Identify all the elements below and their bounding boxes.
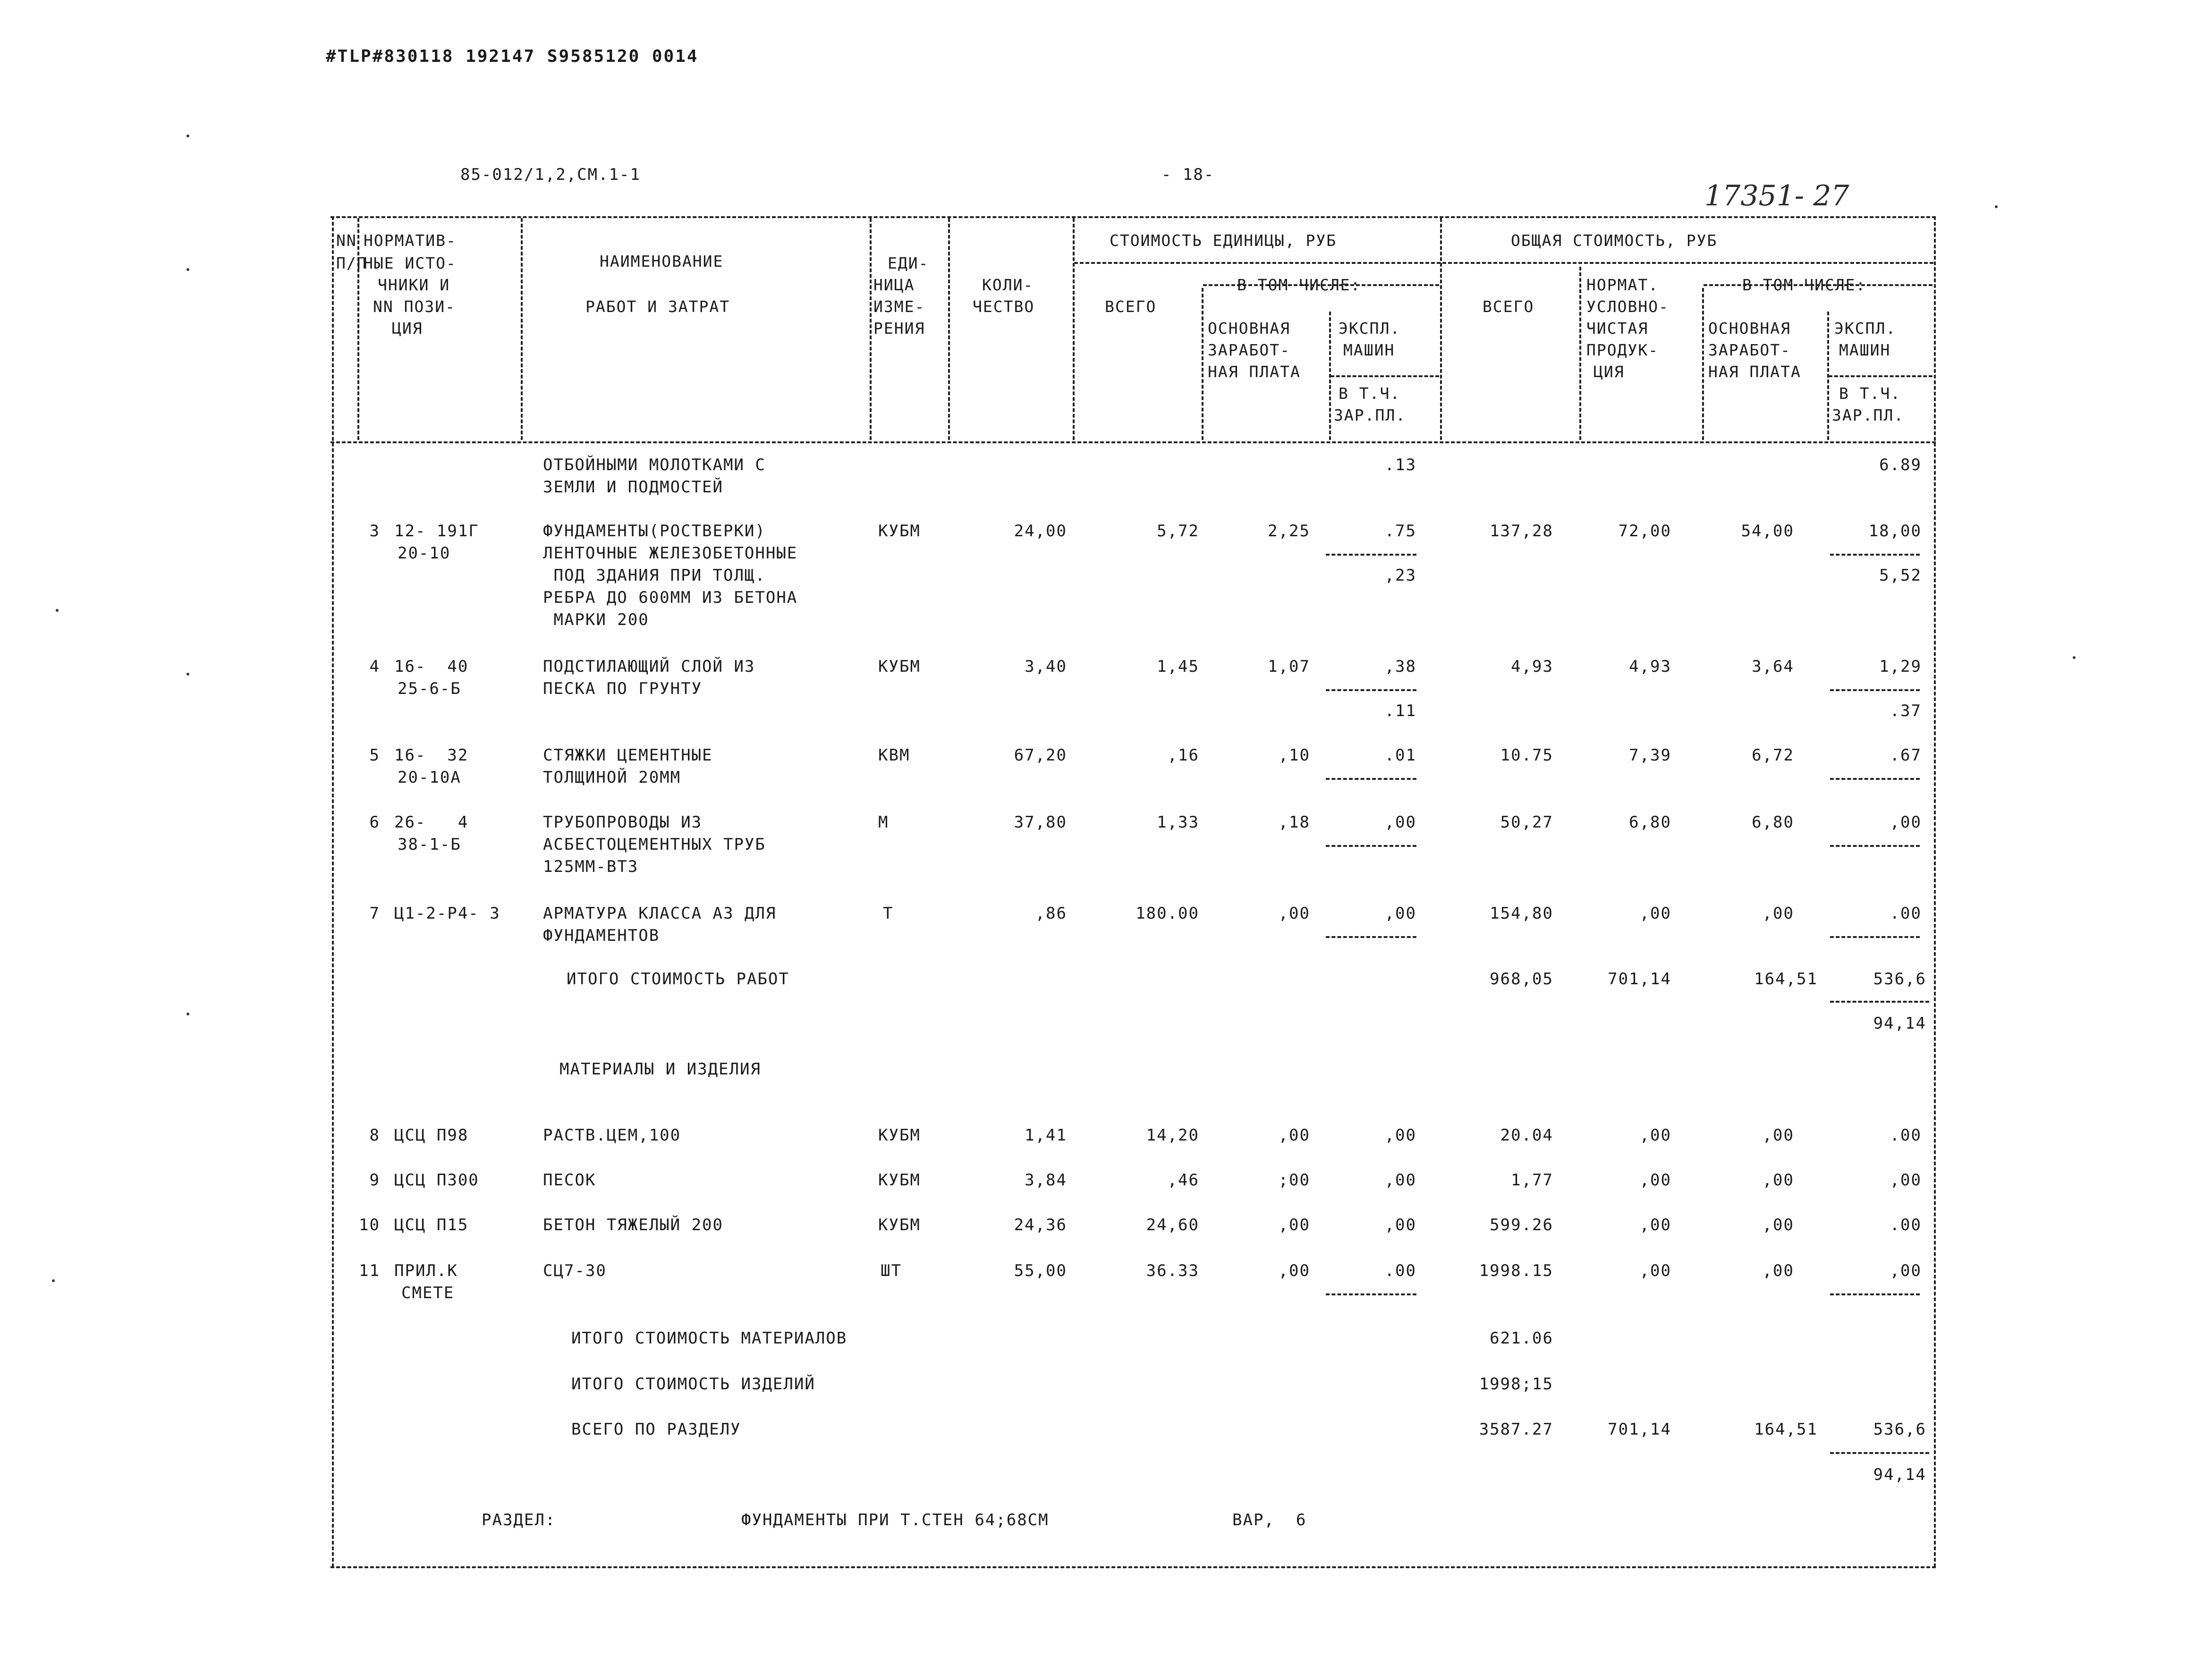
- col-sep-3: [870, 218, 872, 440]
- row-total-wage: ,00: [1762, 1216, 1794, 1234]
- works-total-expl-wage: 94,14: [1873, 1014, 1926, 1033]
- row-divider-dash: [1326, 689, 1416, 691]
- row-total-expl: .00: [1890, 904, 1922, 923]
- row-qty: 24,00: [1014, 522, 1067, 541]
- row-divider-dash: [1830, 1293, 1920, 1295]
- section-total-norm: 701,14: [1608, 1420, 1671, 1439]
- row-name: СЦ7-30: [543, 1261, 607, 1280]
- row-total-wage: 6,80: [1752, 813, 1794, 832]
- page-number: - 18-: [1161, 165, 1215, 184]
- row-name-line: АСБЕСТОЦЕМЕНТНЫХ ТРУБ: [543, 835, 766, 854]
- row-unit-wage: 1,07: [1268, 657, 1310, 676]
- works-total-label: ИТОГО СТОИМОСТЬ РАБОТ: [567, 970, 789, 989]
- row-total-expl: .00: [1890, 1126, 1922, 1145]
- header-unit-1: ЕДИ-: [888, 254, 929, 272]
- table-top-border: [331, 216, 1936, 218]
- scan-speck: [186, 673, 189, 676]
- row-unit: Т: [883, 904, 894, 923]
- row-total-expl: .67: [1890, 746, 1922, 765]
- row-divider-dash: [1830, 554, 1920, 556]
- works-total-wage: 164,51: [1754, 970, 1818, 989]
- col-sep-5: [1073, 218, 1075, 440]
- row-unit: КУБМ: [878, 1171, 921, 1190]
- row-code-line: ПРИЛ.К: [394, 1261, 458, 1280]
- row-total-norm: 6,80: [1629, 813, 1671, 832]
- header-norm-2: УСЛОВНО-: [1586, 297, 1669, 316]
- row-code-line: 12- 191Г: [394, 522, 479, 541]
- row-qty: 3,40: [1025, 657, 1067, 676]
- section-name: ФУНДАМЕНТЫ ПРИ Т.СТЕН 64;68СМ: [741, 1511, 1049, 1529]
- row-divider-dash: [1830, 778, 1920, 780]
- works-total-norm: 701,14: [1608, 970, 1671, 989]
- header-nn-2: П/П: [336, 254, 367, 272]
- row-name-line: МАРКИ 200: [543, 610, 649, 629]
- row-unit-wage: ,18: [1278, 813, 1310, 832]
- row-total-wage: ,00: [1762, 904, 1794, 923]
- row-total-wage: 3,64: [1752, 657, 1794, 676]
- materials-total-value: 621.06: [1490, 1329, 1553, 1348]
- header-qty-2: ЧЕСТВО: [973, 297, 1035, 316]
- row-unit: КУБМ: [878, 522, 921, 541]
- row-unit-total: 14,20: [1146, 1126, 1199, 1145]
- row-code-line: ЦСЦ П300: [394, 1171, 479, 1190]
- row-total: 1,77: [1511, 1171, 1553, 1190]
- row-unit-wage: ,00: [1278, 1216, 1310, 1234]
- row-total-norm: ,00: [1639, 904, 1671, 923]
- scan-speck: [186, 268, 189, 271]
- row-total-wage: 6,72: [1752, 746, 1794, 765]
- row-code-line: 16- 32: [394, 746, 469, 765]
- header-norm-1: НОРМАТ.: [1586, 276, 1659, 294]
- header-norm-source-2: НЫЕ ИСТО-: [364, 254, 457, 272]
- row-name-line: СТЯЖКИ ЦЕМЕНТНЫЕ: [543, 746, 713, 765]
- row-name: ПЕСОК: [543, 1171, 596, 1190]
- row-unit-expl: .01: [1384, 746, 1416, 765]
- row-number: 3: [369, 522, 380, 541]
- row-unit-expl: ,00: [1384, 1171, 1416, 1190]
- row-divider-dash: [1326, 845, 1416, 847]
- row-unit-total: 24,60: [1146, 1216, 1199, 1234]
- row-name-line: ТРУБОПРОВОДЫ ИЗ: [543, 813, 703, 832]
- row-qty: 67,20: [1014, 746, 1067, 765]
- header-total-wage-2: ЗАРАБОТ-: [1708, 341, 1791, 359]
- header-line-total-expl: [1829, 375, 1932, 377]
- row-total: 154,80: [1490, 904, 1553, 923]
- row-unit: КУБМ: [878, 1216, 921, 1234]
- handwritten-number: 17351- 27: [1704, 179, 1849, 212]
- items-total-label: ИТОГО СТОИМОСТЬ ИЗДЕЛИЙ: [571, 1375, 815, 1394]
- row-total-norm: ,00: [1639, 1216, 1671, 1234]
- row-total-wage: ,00: [1762, 1171, 1794, 1190]
- row-code-line: 38-1-Б: [398, 835, 461, 854]
- row-total-norm: 4,93: [1629, 657, 1671, 676]
- row-qty: 1,41: [1025, 1126, 1067, 1145]
- row-unit-wage: 2,25: [1268, 522, 1310, 541]
- header-total-incl: В ТОМ ЧИСЛЕ:: [1742, 276, 1866, 294]
- header-nn-1: NN: [336, 231, 357, 250]
- row-total-expl: ,00: [1890, 1171, 1922, 1190]
- row-total-norm: 72,00: [1618, 522, 1671, 541]
- row-divider-dash: [1830, 1452, 1929, 1454]
- row-code-line: 25-6-Б: [398, 679, 461, 698]
- col-sep-2: [521, 218, 523, 440]
- col-sep-9: [1579, 267, 1581, 440]
- col-sep-1: [357, 218, 359, 440]
- row-number: 10: [359, 1216, 380, 1234]
- row-code-line: 16- 40: [394, 657, 469, 676]
- row-total-wage: ,00: [1762, 1261, 1794, 1280]
- row-number: 9: [369, 1171, 380, 1190]
- header-norm-source-5: ЦИЯ: [392, 319, 423, 338]
- header-unit-expl-incl-1: В Т.Ч.: [1339, 384, 1401, 403]
- row-name-line: ЛЕНТОЧНЫЕ ЖЕЛЕЗОБЕТОННЫЕ: [543, 544, 798, 563]
- row-total: 10.75: [1500, 746, 1553, 765]
- row-name: РАСТВ.ЦЕМ,100: [543, 1126, 681, 1145]
- row-total: 20.04: [1500, 1126, 1553, 1145]
- row-total-expl: .00: [1890, 1216, 1922, 1234]
- row-total-norm: ,00: [1639, 1171, 1671, 1190]
- items-total-value: 1998;15: [1479, 1375, 1553, 1394]
- table-bottom-border: [331, 1566, 1936, 1568]
- header-norm-4: ПРОДУК-: [1586, 341, 1659, 359]
- section-total-expl-wage: 94,14: [1873, 1465, 1926, 1484]
- header-unit-wage-2: ЗАРАБОТ-: [1208, 341, 1290, 359]
- row-unit-wage: ,10: [1278, 746, 1310, 765]
- row-divider-dash: [1326, 778, 1416, 780]
- header-norm-source-4: NN ПОЗИ-: [373, 297, 456, 316]
- row-unit-wage: ,00: [1278, 904, 1310, 923]
- header-line-unit-expl: [1331, 375, 1439, 377]
- row-code-line: ЦСЦ П98: [394, 1126, 469, 1145]
- header-norm-source-1: НОРМАТИВ-: [364, 231, 457, 250]
- document-code: #TLP#830118 192147 S9585120 0014: [326, 47, 699, 66]
- table-right-border: [1934, 216, 1936, 1567]
- materials-total-label: ИТОГО СТОИМОСТЬ МАТЕРИАЛОВ: [571, 1329, 848, 1348]
- row-unit: КУБМ: [878, 657, 921, 676]
- row-unit-wage: ,00: [1278, 1126, 1310, 1145]
- header-total-all: ВСЕГО: [1483, 297, 1534, 316]
- row-number: 7: [369, 904, 380, 923]
- header-unit-2: НИЦА: [873, 276, 915, 294]
- row-number: 11: [359, 1261, 380, 1280]
- row-unit-wage: ;00: [1278, 1171, 1310, 1190]
- scan-speck: [186, 1013, 189, 1015]
- row-unit-total: 1,33: [1157, 813, 1199, 832]
- col-sep-10: [1702, 288, 1704, 440]
- row-unit-total: 5,72: [1157, 522, 1199, 541]
- row-divider-dash: [1830, 936, 1920, 938]
- row-total-norm: ,00: [1639, 1126, 1671, 1145]
- row-qty: 55,00: [1014, 1261, 1067, 1280]
- header-unit-cost-group: СТОИМОСТЬ ЕДИНИЦЫ, РУБ: [1110, 231, 1337, 250]
- row-unit-total: ,46: [1167, 1171, 1199, 1190]
- section-total-value: 3587.27: [1479, 1420, 1553, 1439]
- row-qty: 24,36: [1014, 1216, 1067, 1234]
- header-norm-5: ЦИЯ: [1593, 363, 1625, 381]
- header-unit-expl-1: ЭКСПЛ.: [1339, 319, 1401, 338]
- row-unit-expl: ,00: [1384, 904, 1416, 923]
- row-total-expl: 18,00: [1868, 522, 1922, 541]
- row-divider-dash: [1830, 845, 1920, 847]
- row-name-line: ЗЕМЛИ И ПОДМОСТЕЙ: [543, 478, 723, 497]
- row-unit-expl: ,38: [1384, 657, 1416, 676]
- header-unit-expl-2: МАШИН: [1343, 341, 1395, 359]
- materials-section-header: МАТЕРИАЛЫ И ИЗДЕЛИЯ: [559, 1060, 761, 1079]
- header-name-1: НАИМЕНОВАНИЕ: [600, 252, 724, 270]
- row-qty: ,86: [1035, 904, 1067, 923]
- row-name-line: АРМАТУРА КЛАССА А3 ДЛЯ: [543, 904, 777, 923]
- row-total-norm: 7,39: [1629, 746, 1671, 765]
- header-unit-all: ВСЕГО: [1105, 297, 1157, 316]
- row-unit-total: 1,45: [1157, 657, 1199, 676]
- header-total-cost-group: ОБЩАЯ СТОИМОСТЬ, РУБ: [1511, 231, 1718, 250]
- scan-speck: [56, 609, 59, 612]
- header-total-expl-1: ЭКСПЛ.: [1834, 319, 1897, 338]
- row-unit-expl: ,00: [1384, 1126, 1416, 1145]
- row-divider-dash: [1830, 689, 1920, 691]
- row-name: БЕТОН ТЯЖЕЛЫЙ 200: [543, 1216, 723, 1234]
- header-unit-wage-3: НАЯ ПЛАТА: [1208, 363, 1301, 381]
- row-unit: М: [878, 813, 889, 832]
- row-name-line: ПЕСКА ПО ГРУНТУ: [543, 679, 703, 698]
- table-left-border: [332, 216, 334, 1567]
- row-number: 5: [369, 746, 380, 765]
- row-name-line: ТОЛЩИНОЙ 20ММ: [543, 768, 681, 787]
- scan-speck: [52, 1279, 55, 1282]
- row-divider-dash: [1326, 936, 1416, 938]
- scan-speck: [186, 135, 189, 137]
- row-qty: 3,84: [1025, 1171, 1067, 1190]
- row-unit-expl: .00: [1384, 1261, 1416, 1280]
- row-unit-expl: .13: [1384, 456, 1416, 474]
- row-total: 137,28: [1490, 522, 1553, 541]
- col-sep-4: [948, 218, 950, 440]
- header-norm-3: ЧИСТАЯ: [1586, 319, 1649, 338]
- row-code-line: 26- 4: [394, 813, 469, 832]
- section-total-label: ВСЕГО ПО РАЗДЕЛУ: [571, 1420, 741, 1439]
- row-total-expl-wage: .37: [1890, 701, 1922, 720]
- row-total-expl: ,00: [1890, 813, 1922, 832]
- row-unit-wage: ,00: [1278, 1261, 1310, 1280]
- row-divider-dash: [1326, 554, 1416, 556]
- row-unit-total: 36.33: [1146, 1261, 1199, 1280]
- row-total-expl: 1,29: [1879, 657, 1922, 676]
- row-unit-total: 180.00: [1136, 904, 1199, 923]
- row-total-norm: ,00: [1639, 1261, 1671, 1280]
- works-total-value: 968,05: [1490, 970, 1553, 989]
- row-total-wage: ,00: [1762, 1126, 1794, 1145]
- row-total: 599.26: [1490, 1216, 1553, 1234]
- row-unit-expl-wage: .11: [1384, 701, 1416, 720]
- row-number: 6: [369, 813, 380, 832]
- row-unit: ШТ: [881, 1261, 902, 1280]
- row-name-line: РЕБРА ДО 600ММ ИЗ БЕТОНА: [543, 588, 798, 607]
- row-unit-total: ,16: [1167, 746, 1199, 765]
- row-number: 4: [369, 657, 380, 676]
- scan-speck: [2073, 656, 2076, 659]
- row-name-line: ПОДСТИЛАЮЩИЙ СЛОЙ ИЗ: [543, 657, 755, 676]
- row-unit-expl: ,00: [1384, 813, 1416, 832]
- header-total-wage-1: ОСНОВНАЯ: [1708, 319, 1791, 338]
- header-bottom-border: [331, 441, 1936, 443]
- row-unit-expl: ,00: [1384, 1216, 1416, 1234]
- row-name-line: ОТБОЙНЫМИ МОЛОТКАМИ С: [543, 456, 766, 474]
- header-name-2: РАБОТ И ЗАТРАТ: [585, 297, 730, 316]
- row-unit-expl: .75: [1384, 522, 1416, 541]
- row-code-line: 20-10А: [398, 768, 461, 787]
- section-variant: ВАР, 6: [1232, 1511, 1307, 1529]
- header-unit-expl-incl-2: ЗАР.ПЛ.: [1334, 406, 1407, 424]
- row-number: 8: [369, 1126, 380, 1145]
- header-unit-4: РЕНИЯ: [873, 319, 925, 338]
- header-unit-wage-1: ОСНОВНАЯ: [1208, 319, 1290, 338]
- row-name-line: 125ММ-ВТ3: [543, 857, 639, 876]
- scan-speck: [1995, 205, 1998, 208]
- section-label: РАЗДЕЛ:: [482, 1511, 556, 1529]
- row-code-line: СМЕТЕ: [401, 1284, 455, 1302]
- header-qty-1: КОЛИ-: [982, 276, 1034, 294]
- row-divider-dash: [1326, 1293, 1416, 1295]
- section-total-wage: 164,51: [1754, 1420, 1818, 1439]
- col-sep-7: [1202, 288, 1203, 440]
- header-total-expl-2: МАШИН: [1839, 341, 1891, 359]
- sheet-reference: 85-012/1,2,СМ.1-1: [460, 165, 641, 184]
- row-name-line: ПОД ЗДАНИЯ ПРИ ТОЛЩ.: [543, 566, 766, 585]
- row-total: 50,27: [1500, 813, 1553, 832]
- header-total-expl-incl-1: В Т.Ч.: [1839, 384, 1901, 403]
- row-unit-expl-wage: ,23: [1384, 566, 1416, 585]
- row-total-expl: ,00: [1890, 1261, 1922, 1280]
- header-norm-source-3: ЧНИКИ И: [378, 276, 450, 294]
- header-line-groups: [1074, 262, 1933, 264]
- row-code-line: 20-10: [398, 544, 451, 563]
- row-code-line: ЦСЦ П15: [394, 1216, 469, 1234]
- row-qty: 37,80: [1014, 813, 1067, 832]
- row-total-wage: 54,00: [1741, 522, 1794, 541]
- row-total: 4,93: [1511, 657, 1553, 676]
- row-total: 1998.15: [1479, 1261, 1553, 1280]
- col-sep-6: [1440, 218, 1442, 440]
- row-total-expl-wage: 5,52: [1879, 566, 1922, 585]
- row-unit: КВМ: [878, 746, 910, 765]
- row-code-line: Ц1-2-Р4- 3: [394, 904, 500, 923]
- row-name-line: ФУНДАМЕНТОВ: [543, 926, 660, 945]
- header-unit-incl: В ТОМ ЧИСЛЕ:: [1237, 276, 1361, 294]
- row-unit: КУБМ: [878, 1126, 921, 1145]
- section-total-expl: 536,6: [1873, 1420, 1926, 1439]
- row-total-expl: 6.89: [1879, 456, 1922, 474]
- header-total-expl-incl-2: ЗАР.ПЛ.: [1832, 406, 1905, 424]
- header-unit-3: ИЗМЕ-: [873, 297, 925, 316]
- works-total-expl: 536,6: [1873, 970, 1926, 989]
- row-name-line: ФУНДАМЕНТЫ(РОСТВЕРКИ): [543, 522, 766, 541]
- header-total-wage-3: НАЯ ПЛАТА: [1708, 363, 1801, 381]
- row-divider-dash: [1830, 1001, 1929, 1003]
